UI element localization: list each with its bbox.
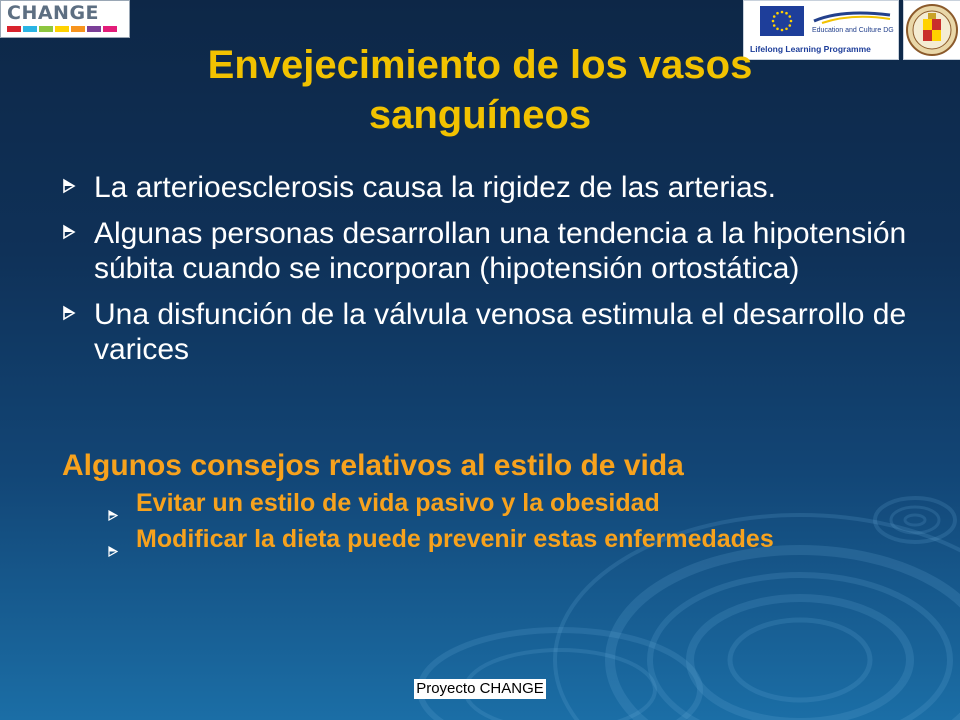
slide-title-line-1: Envejecimiento de los vasos [207, 43, 753, 87]
sub-bullet-text: Modificar la dieta puede prevenir estas enfermedades [136, 525, 774, 553]
arrow-bullet-icon [62, 305, 76, 321]
footer [0, 679, 960, 699]
bullet-list [62, 170, 922, 378]
arrow-bullet-icon [108, 499, 118, 510]
bullet-text: Una disfunción de la válvula venosa estimula el desarrollo de varices [94, 298, 907, 366]
dg-label: Education and Culture DG [812, 27, 894, 34]
sub-bullet-text: Evitar un estilo de vida pasivo y la obesidad [136, 489, 660, 517]
bullet-item [62, 170, 922, 205]
slide-title [80, 40, 880, 140]
llp-label: Lifelong Learning Programme [750, 44, 871, 54]
bullet-text: Algunas personas desarrollan una tendencia a la hipotensión súbita cuando se incorporan (hipotensión ortostática) [94, 217, 907, 285]
logo-color-swatch [23, 26, 37, 32]
bullet-item [62, 297, 922, 367]
arrow-bullet-icon [62, 224, 76, 240]
education-culture-dg-logo [812, 9, 892, 37]
footer-label: Proyecto CHANGE [416, 680, 544, 697]
dg-swoosh-icon [812, 9, 892, 27]
sub-bullet-list [108, 489, 828, 561]
logo-color-swatch [71, 26, 85, 32]
slide-title-line-2: sanguíneos [368, 93, 592, 137]
university-seal-logo [903, 0, 960, 60]
change-logo-color-bar [7, 26, 117, 32]
logo-color-swatch [39, 26, 53, 32]
section-heading: Algunos consejos relativos al estilo de vida [62, 449, 684, 482]
logo-color-swatch [87, 26, 101, 32]
arrow-bullet-icon [62, 178, 76, 194]
eu-flag-icon [760, 6, 804, 36]
bullet-text: La arterioesclerosis causa la rigidez de las arterias. [94, 171, 776, 204]
sub-bullet-item [108, 489, 828, 518]
bullet-item [62, 216, 922, 286]
change-logo [0, 0, 130, 38]
logo-color-swatch [7, 26, 21, 32]
logo-color-swatch [55, 26, 69, 32]
arrow-bullet-icon [108, 535, 118, 546]
logo-color-swatch [103, 26, 117, 32]
change-logo-text: CHANGE [7, 2, 100, 24]
sub-bullet-item [108, 525, 828, 554]
